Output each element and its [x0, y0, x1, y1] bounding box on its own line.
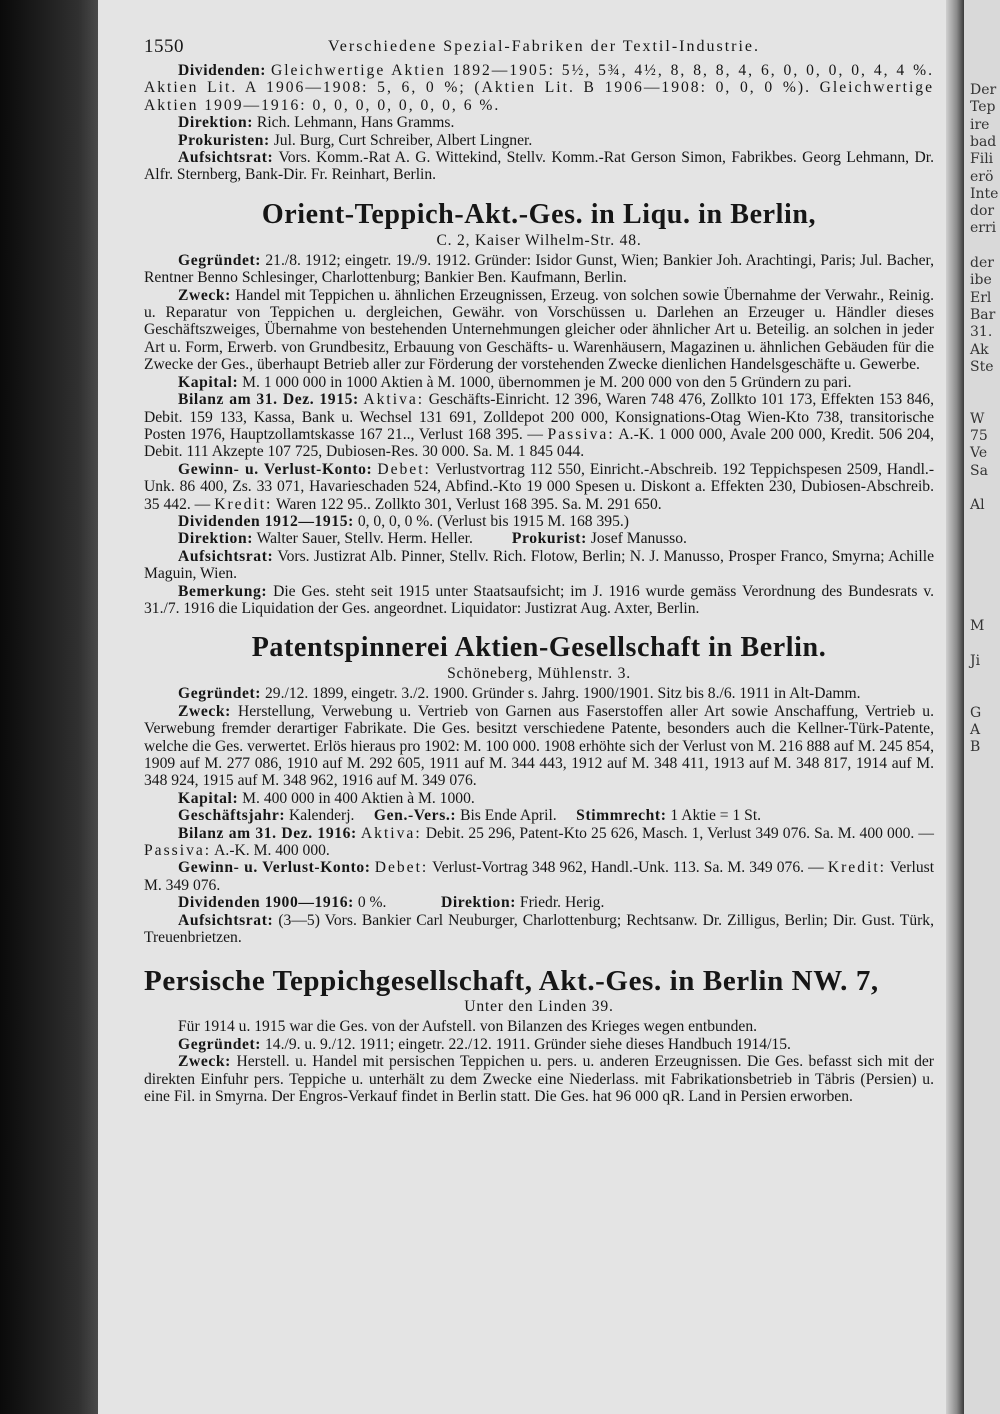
adjacent-page-edge: [964, 0, 1000, 1414]
book-spine: [0, 0, 98, 1414]
patent-zweck: Zweck: Herstellung, Verwebung u. Vertrieb von Garnen aus Faserstoffen aller Art sowie Anschaffung, Vertrieb u. Verwebung fremder derartiger Fabrikate. Die Ges. besitzt verschiedene Patente, besonders auch die Kellner-Türk-Patente, welche die Ges. verwertet. Erlös hieraus pro 1902: M. 100 000. 1908 erhöhte sich der Verlust von M. 216 888 auf M. 245 854, 1909 auf M. 277 086, 1910 auf M. 292 605, 1911 auf M. 344 443, 1912 auf M. 348 411, 1913 auf M. 348 817, 1914 auf M. 348 924, 1915 auf M. 348 962, 1916 auf M. 349 076.: [144, 702, 934, 790]
page-gutter-shadow: [946, 0, 964, 1414]
adjacent-page-fragment: Ste: [970, 358, 994, 375]
orient-section: [144, 252, 934, 618]
orient-title: Orient-Teppich-Akt.-Ges. in Liqu. in Berlin,: [261, 198, 817, 230]
orient-bilanz: Bilanz am 31. Dez. 1915: Aktiva: Geschäfts-Einricht. 12 396, Waren 748 476, Zollkto 101 173, Effekten 153 846, Debit. 159 133, Kassa, Bank u. Wechsel 131 691, Zolldepot 200 000, Konsignations-Otag Wien-Kto 738, transitorische Posten 1976, Hauptzollamtskasse 167 21.., Verlust 168 395. — Passiva: A.-K. 1 000 000, Avale 200 000, Kredit. 506 204, Debit. 111 Akzepte 107 725, Dubiosen-Res. 30 000. Sa. M. 1 845 044.: [144, 391, 934, 461]
adjacent-page-fragment: W: [970, 410, 985, 427]
adjacent-page-fragment: Sa: [970, 462, 988, 479]
persische-note: Für 1914 u. 1915 war die Ges. von der Aufstell. von Bilanzen des Krieges wegen entbunden.: [178, 1018, 758, 1036]
adjacent-page-fragment: Bar: [970, 306, 996, 323]
adjacent-page-fragment: erri: [970, 220, 997, 237]
adjacent-page-fragment: bad: [970, 133, 997, 150]
page-number: 1550: [144, 36, 184, 57]
prev-dividenden: Dividenden: Gleichwertige Aktien 1892—1905: 5½, 5¾, 4½, 8, 8, 8, 4, 6, 0, 0, 0, 0, 4, 4 %. Aktien Lit. A 1906—1908: 5, 6, 0 %; (Aktien Lit. B 1906—1908: 0, 0, 0 %). Gleichwertige Aktien 1909—1916: 0, 0, 0, 0, 0, 0, 0, 6 %.: [144, 62, 934, 114]
adjacent-page-fragment: Der: [970, 82, 997, 98]
prev-aufsichtsrat: Aufsichtsrat: Vors. Komm.-Rat A. G. Wittekind, Stellv. Komm.-Rat Gerson Simon, Fabrikbes. Georg Lehmann, Dr. Alfr. Sternberg, Bank-Dir. Fr. Reinhart, Berlin.: [144, 149, 934, 184]
persische-address: Unter den Linden 39.: [464, 998, 614, 1016]
persische-gegruendet: Gegründet: 14./9. u. 9./12. 1911; eingetr. 22./12. 1911. Gründer siehe dieses Handbuch 1914/15.: [178, 1035, 791, 1053]
prev-company-section: [144, 62, 934, 184]
orient-zweck: Zweck: Handel mit Teppichen u. ähnlichen Erzeugnissen, Erzeug. von solchen sowie Übernahme der Verwahr., Reinig. u. Reparatur von Teppichen u. dergleichen, Gewähr. von Vorschüssen u. Darlehen an Erzeuger u. Händler dieses Geschäftszweiges, Übernahme von bestehenden Unternehmungen gleicher oder ähnlicher Art u. Beteilig. an solchen in jeder Art u. Form, Erwerb. von Grundbesitz, Erbauung von Geschäfts- u. Warenhäusern, Magazinen u. ähnlichen Gebäuden für die Zwecke der Ges., überhaupt Betrieb aller zur Förderung der vorstehenden Zwecke dienlichen Handelsgeschäfte u. Gewerbe.: [144, 286, 934, 374]
patent-guv: Gewinn- u. Verlust-Konto: Debet: Verlust-Vortrag 348 962, Handl.-Unk. 113. Sa. M. 349 076. — Kredit: Verlust M. 349 076.: [144, 859, 935, 894]
adjacent-page-fragment: Inte: [970, 185, 999, 202]
adjacent-page-fragment: erö: [970, 168, 994, 185]
adjacent-page-fragment: ibe: [970, 272, 992, 289]
persische-title: Persische Teppichgesellschaft, Akt.-Ges. in Berlin NW. 7,: [144, 965, 879, 998]
adjacent-page-fragment: Ve: [970, 445, 988, 462]
orient-dividenden: Dividenden 1912—1915: 0, 0, 0, 0 %. (Verlust bis 1915 M. 168 395.): [178, 512, 629, 530]
adjacent-page-fragment: 75: [970, 428, 988, 444]
adjacent-page-fragment: der: [970, 255, 994, 271]
adjacent-page-fragment: Al: [970, 497, 985, 514]
page-header: [144, 34, 934, 62]
adjacent-page-fragment: dor: [970, 203, 995, 220]
patent-section: [144, 685, 934, 946]
patent-address: Schöneberg, Mühlenstr. 3.: [447, 665, 631, 683]
persische-zweck: Zweck: Herstell. u. Handel mit persischen Teppichen u. pers. u. anderen Erzeugnissen. Die Ges. befasst sich mit der direkten Einfuhr pers. Teppiche u. unterhält zu dem Zwecke eine Niederlass. mit Fabrikationsbetrieb in Täbris (Persien) u. eine Fil. in Smyrna. Der Engros-Verkauf findet in Berlin statt. Die Ges. hat 96 000 qR. Land in Persien erworben.: [144, 1053, 934, 1106]
adjacent-page-fragment: Fili: [970, 151, 994, 168]
orient-direktion: Direktion: Walter Sauer, Stellv. Herm. Heller. Prokurist: Josef Manusso.: [178, 530, 687, 548]
orient-kapital: Kapital: M. 1 000 000 in 1000 Aktien à M. 1000, übernommen je M. 200 000 von den 5 Gründern zu pari.: [178, 373, 852, 391]
patent-dividenden: Dividenden 1900—1916: 0 %. Direktion: Friedr. Herig.: [178, 894, 605, 912]
patent-aufsichtsrat: Aufsichtsrat: (3—5) Vors. Bankier Carl Neuburger, Charlottenburg; Rechtsanw. Dr. Zilligus, Berlin; Dir. Gust. Türk, Treuenbrietzen.: [144, 911, 935, 947]
adjacent-page-fragment: M: [970, 618, 985, 635]
patent-kapital: Kapital: M. 400 000 in 400 Aktien à M. 1000.: [178, 789, 475, 807]
patent-bilanz: Bilanz am 31. Dez. 1916: Aktiva: Debit. 25 296, Patent-Kto 25 626, Masch. 1, Verlust 349 076. Sa. M. 400 000. — Passiva: A.-K. M. 400 000.: [144, 824, 934, 860]
running-title: Verschiedene Spezial-Fabriken der Textil-Industrie.: [328, 38, 761, 55]
document-page: [98, 0, 946, 1414]
orient-aufsichtsrat: Aufsichtsrat: Vors. Justizrat Alb. Pinner, Stellv. Rich. Flotow, Berlin; N. J. Manusso, Prosper Franco, Smyrna; Achille Maguin, Wien.: [144, 547, 934, 583]
orient-address: C. 2, Kaiser Wilhelm-Str. 48.: [436, 231, 642, 249]
orient-gegruendet: Gegründet: 21./8. 1912; eingetr. 19./9. 1912. Gründer: Isidor Gunst, Wien; Bankier Joh. Arachtingi, Paris; Jul. Bacher, Rentner Benno Schlesinger, Charlottenburg; Bankier Ben. Kaufmann, Berlin.: [144, 251, 934, 287]
orient-guv: Gewinn- u. Verlust-Konto: Debet: Verlustvortrag 112 550, Einricht.-Abschreib. 192 Teppichspesen 2509, Handl.-Unk. 86 400, Zs. 33 071, Havarieschaden 524, Abfind.-Kto 19 000 Spesen u. Diskont a. Effekten 230, Dubiosen-Abschreib. 35 442. — Kredit: Waren 122 95.. Zollkto 301, Verlust 168 395. Sa. M. 291 650.: [144, 460, 935, 513]
prev-prokuristen: Prokuristen: Jul. Burg, Curt Schreiber, Albert Lingner.: [178, 131, 533, 149]
prev-direktion: Direktion: Rich. Lehmann, Hans Gramms.: [178, 114, 455, 132]
adjacent-page-fragment: Erl: [970, 289, 992, 306]
page-content: [144, 34, 934, 1106]
adjacent-page-fragment: A: [970, 722, 981, 739]
adjacent-page-fragment: ire: [970, 116, 990, 133]
persische-section: [144, 1018, 934, 1105]
adjacent-page-fragment: Ji: [970, 652, 981, 669]
adjacent-page-fragment: 31.: [970, 324, 993, 341]
adjacent-page-fragment: Tep: [970, 99, 996, 116]
adjacent-page-fragment: Ak: [970, 341, 989, 358]
patent-title: Patentspinnerei Aktien-Gesellschaft in Berlin.: [251, 632, 827, 664]
patent-gegruendet: Gegründet: 29./12. 1899, eingetr. 3./2. 1900. Gründer s. Jahrg. 1900/1901. Sitz bis 8./6. 1911 in Alt-Damm.: [178, 685, 861, 703]
adjacent-page-fragment: G: [970, 704, 982, 721]
adjacent-page-fragment: B: [970, 739, 981, 756]
orient-bemerkung: Bemerkung: Die Ges. steht seit 1915 unter Staatsaufsicht; im J. 1916 wurde gemäss Verordnung des Bundesrats v. 31./7. 1916 die Liquidation der Ges. angeordnet. Liquidator: Justizrat Aug. Axter, Berlin.: [144, 582, 935, 617]
patent-geschaeftsjahr: Geschäftsjahr: Kalenderj. Gen.-Vers.: Bis Ende April. Stimmrecht: 1 Aktie = 1 St.: [178, 807, 762, 825]
